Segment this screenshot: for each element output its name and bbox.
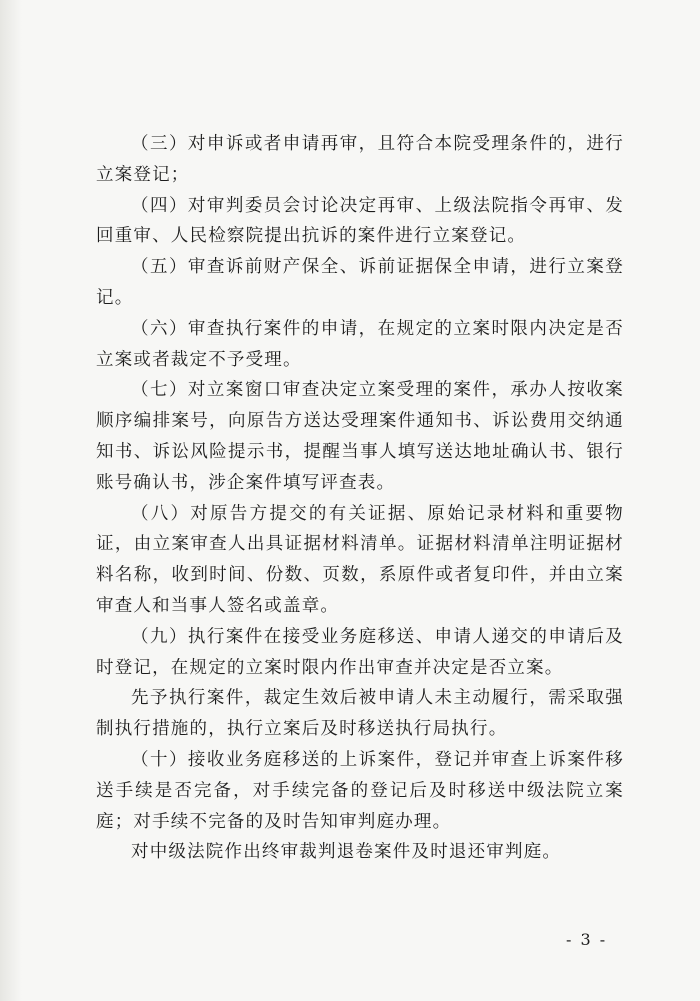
- paragraph-4: （四）对审判委员会讨论决定再审、上级法院指令再审、发回重审、人民检察院提出抗诉的案件进行立案登记。: [96, 195, 624, 247]
- paragraph-9: （九）执行案件在接受业务庭移送、申请人递交的申请后及时登记，在规定的立案时限内作出审查并决定是否立案。: [96, 626, 624, 678]
- paragraph-5: （五）审查诉前财产保全、诉前证据保全申请，进行立案登记。: [96, 257, 624, 308]
- paragraph-advance-execution: 先予执行案件，裁定生效后被申请人未主动履行，需采取强制执行措施的，执行立案后及时移送执行局执行。: [96, 688, 624, 740]
- paragraph-6: （六）审查执行案件的申请，在规定的立案时限内决定是否立案或者裁定不予受理。: [96, 318, 624, 370]
- paragraph-7: （七）对立案窗口审查决定立案受理的案件，承办人按收案顺序编排案号，向原告方送达受理案件通知书、诉讼费用交纳通知书、诉讼风险提示书，提醒当事人填写送达地址确认书、银行账号确认书，涉企案件填写评查表。: [96, 380, 624, 493]
- scan-edge-shadow: [0, 0, 22, 1001]
- paragraph-10: （十）接收业务庭移送的上诉案件，登记并审查上诉案件移送手续是否完备，对手续完备的登记后及时移送中级法院立案庭；对手续不完备的及时告知审判庭办理。: [96, 749, 624, 832]
- paragraph-8: （八）对原告方提交的有关证据、原始记录材料和重要物证，由立案审查人出具证据材料清单。证据材料清单注明证据材料名称，收到时间、份数、页数，系原件或者复印件，并由立案审查人和当事人签名或盖章。: [96, 503, 624, 616]
- paragraph-final: 对中级法院作出终审裁判退卷案件及时退还审判庭。: [131, 842, 562, 863]
- document-body: [96, 129, 624, 868]
- paragraph-3: （三）对申诉或者申请再审，且符合本院受理条件的，进行立案登记；: [96, 134, 624, 185]
- page-number: - 3 -: [566, 930, 608, 949]
